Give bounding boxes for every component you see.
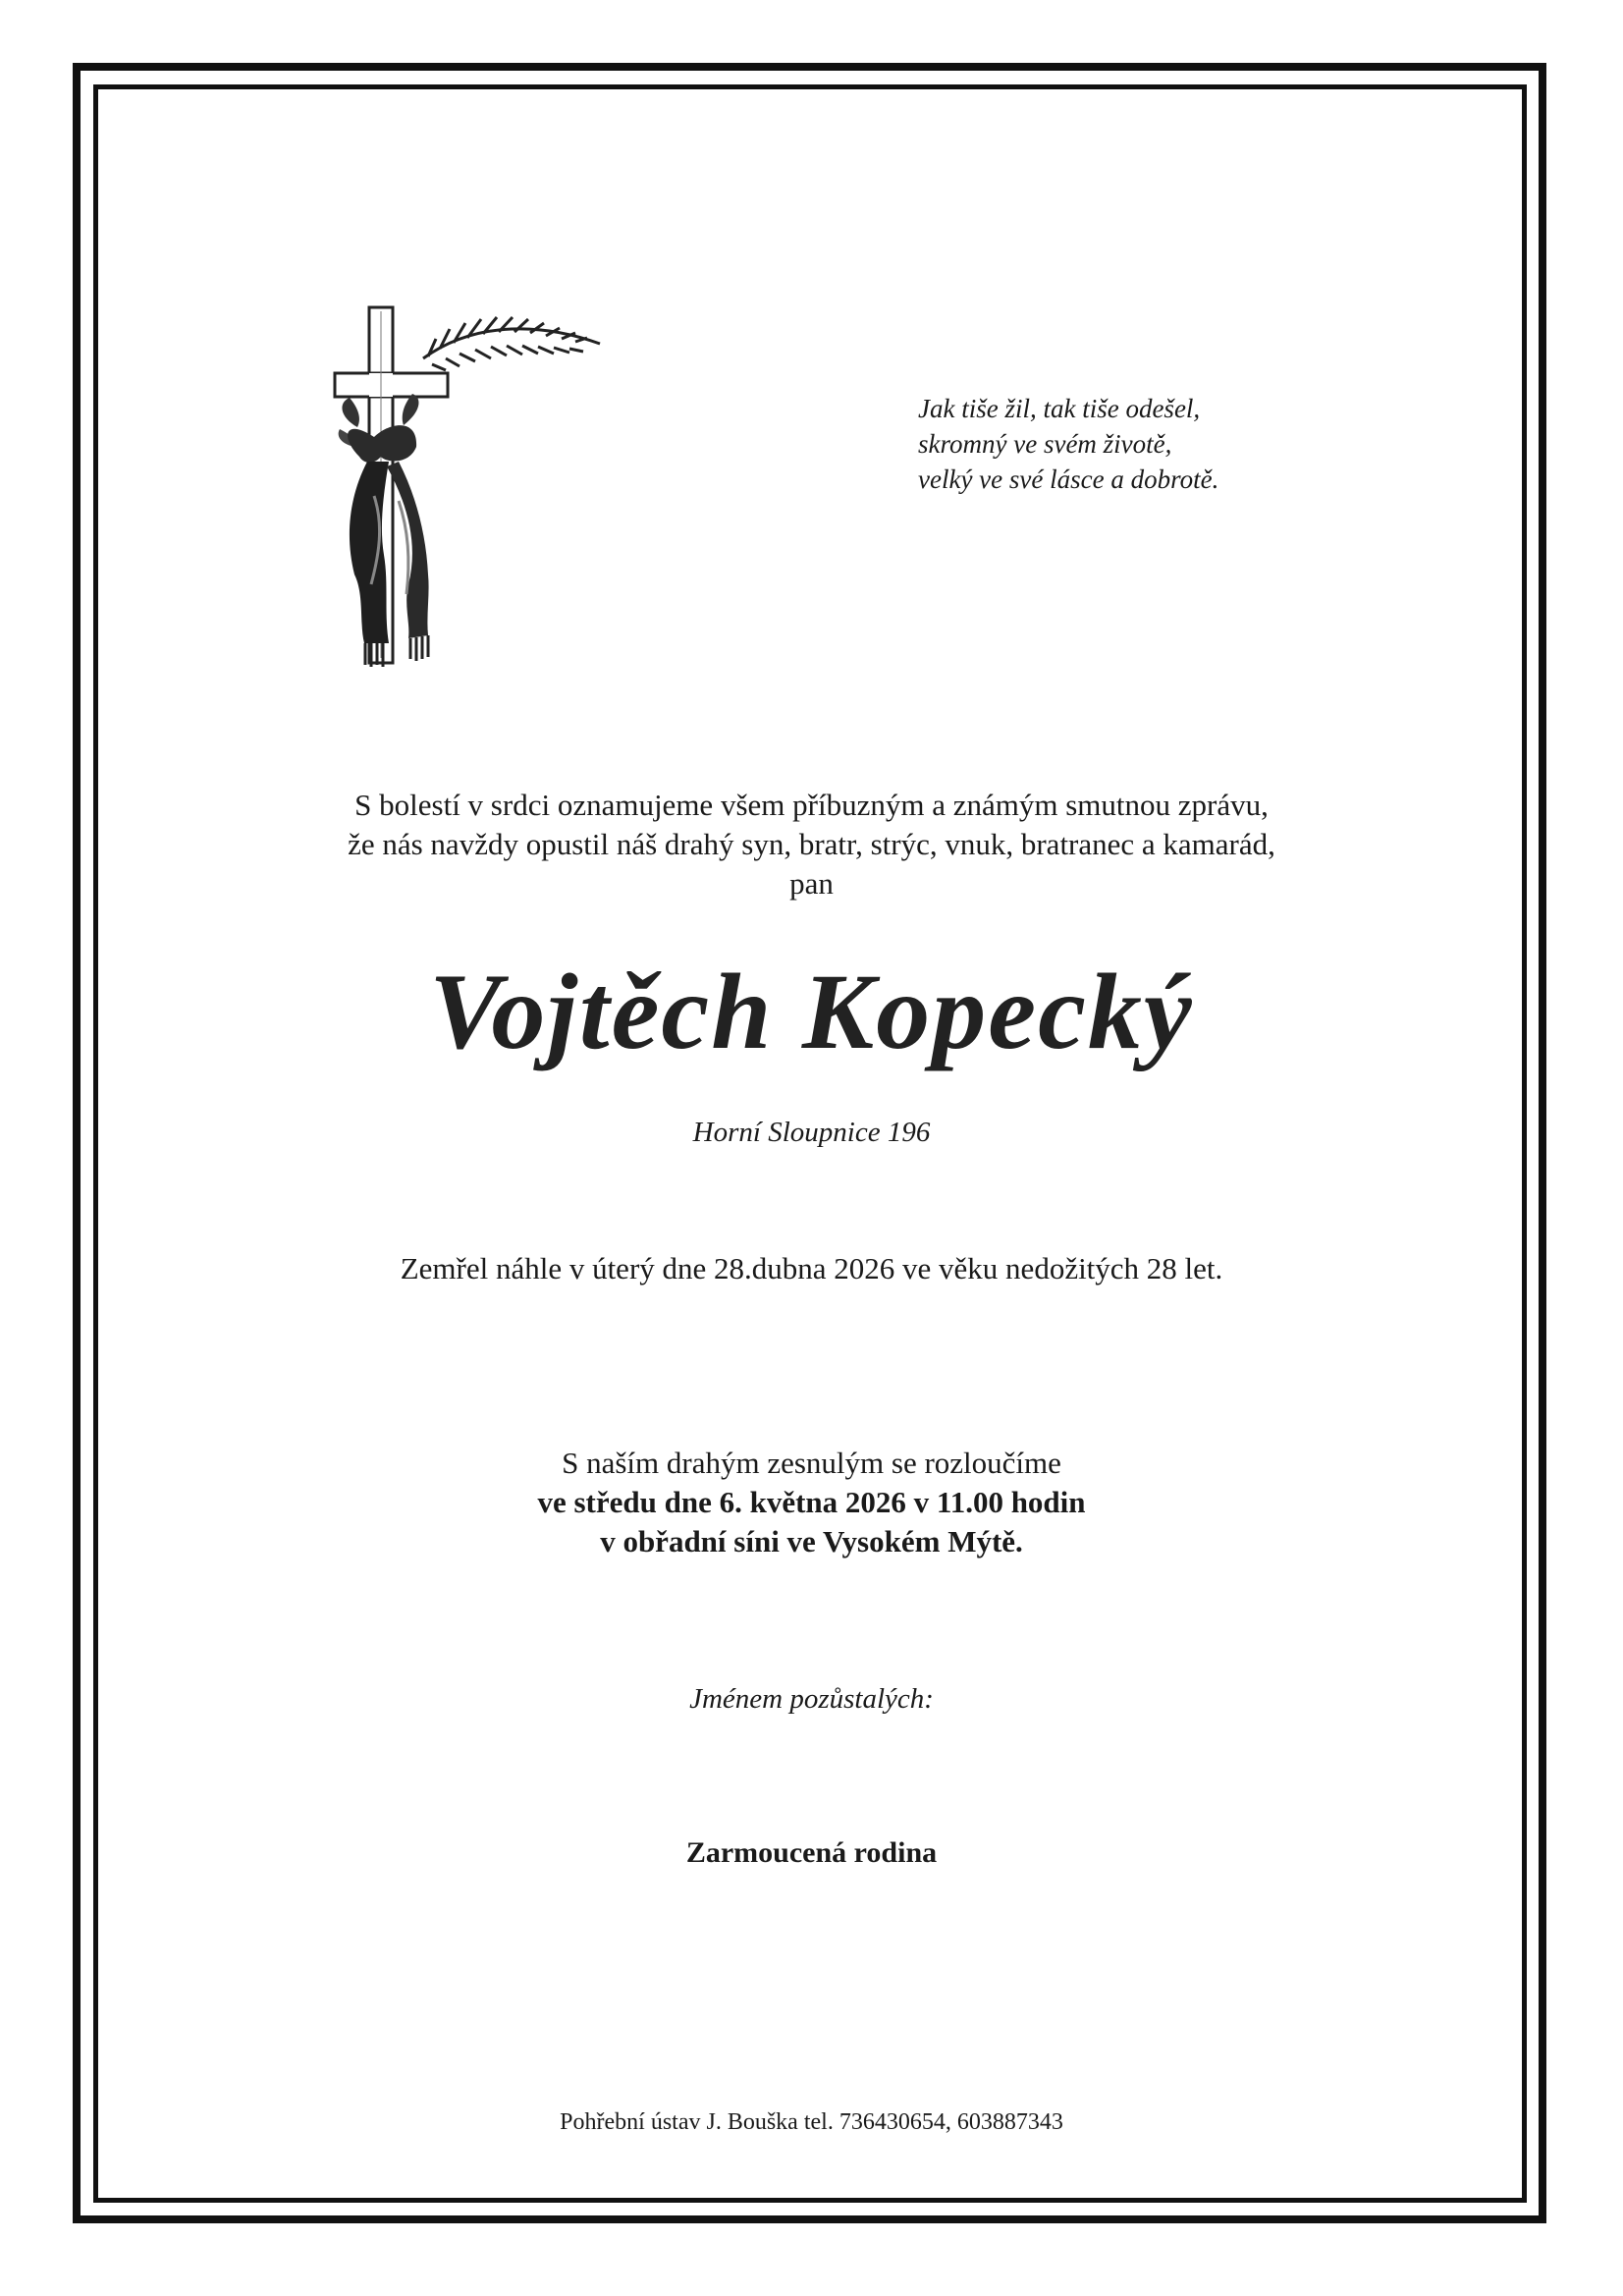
deceased-name: Vojtěch Kopecký bbox=[429, 952, 1194, 1071]
poem-line: velký ve své lásce a dobrotě. bbox=[918, 465, 1219, 494]
farewell-location: v obřadní síni ve Vysokém Mýtě. bbox=[600, 1524, 1023, 1558]
farewell-date-time: ve středu dne 6. května 2026 v 11.00 hodin bbox=[537, 1485, 1086, 1519]
cross bbox=[335, 307, 448, 663]
funeral-home-footer: Pohřební ústav J. Bouška tel. 736430654, 603887343 bbox=[560, 2109, 1063, 2135]
palm-frond bbox=[423, 317, 600, 370]
signoff-label: Jménem pozůstalých: bbox=[689, 1683, 934, 1715]
signoff-family: Zarmoucená rodina bbox=[685, 1836, 938, 1869]
memorial-poem bbox=[918, 391, 1330, 497]
announcement-line: pan bbox=[789, 866, 834, 901]
cross-with-palm-icon bbox=[330, 300, 605, 673]
poem-line: skromný ve svém životě, bbox=[918, 429, 1172, 459]
announcement-line: že nás navždy opustil náš drahý syn, bratr, strýc, vnuk, bratranec a kamarád, bbox=[348, 827, 1275, 861]
farewell-intro: S naším drahým zesnulým se rozloučíme bbox=[562, 1446, 1061, 1480]
poem-line: Jak tiše žil, tak tiše odešel, bbox=[918, 394, 1201, 423]
death-notice: Zemřel náhle v úterý dne 28.dubna 2026 ve věku nedožitých 28 let. bbox=[400, 1251, 1223, 1285]
announcement bbox=[0, 786, 1623, 903]
farewell-details bbox=[0, 1444, 1623, 1561]
announcement-line: S bolestí v srdci oznamujeme všem příbuzným a známým smutnou zprávu, bbox=[354, 788, 1269, 822]
deceased-address: Horní Sloupnice 196 bbox=[692, 1117, 931, 1148]
